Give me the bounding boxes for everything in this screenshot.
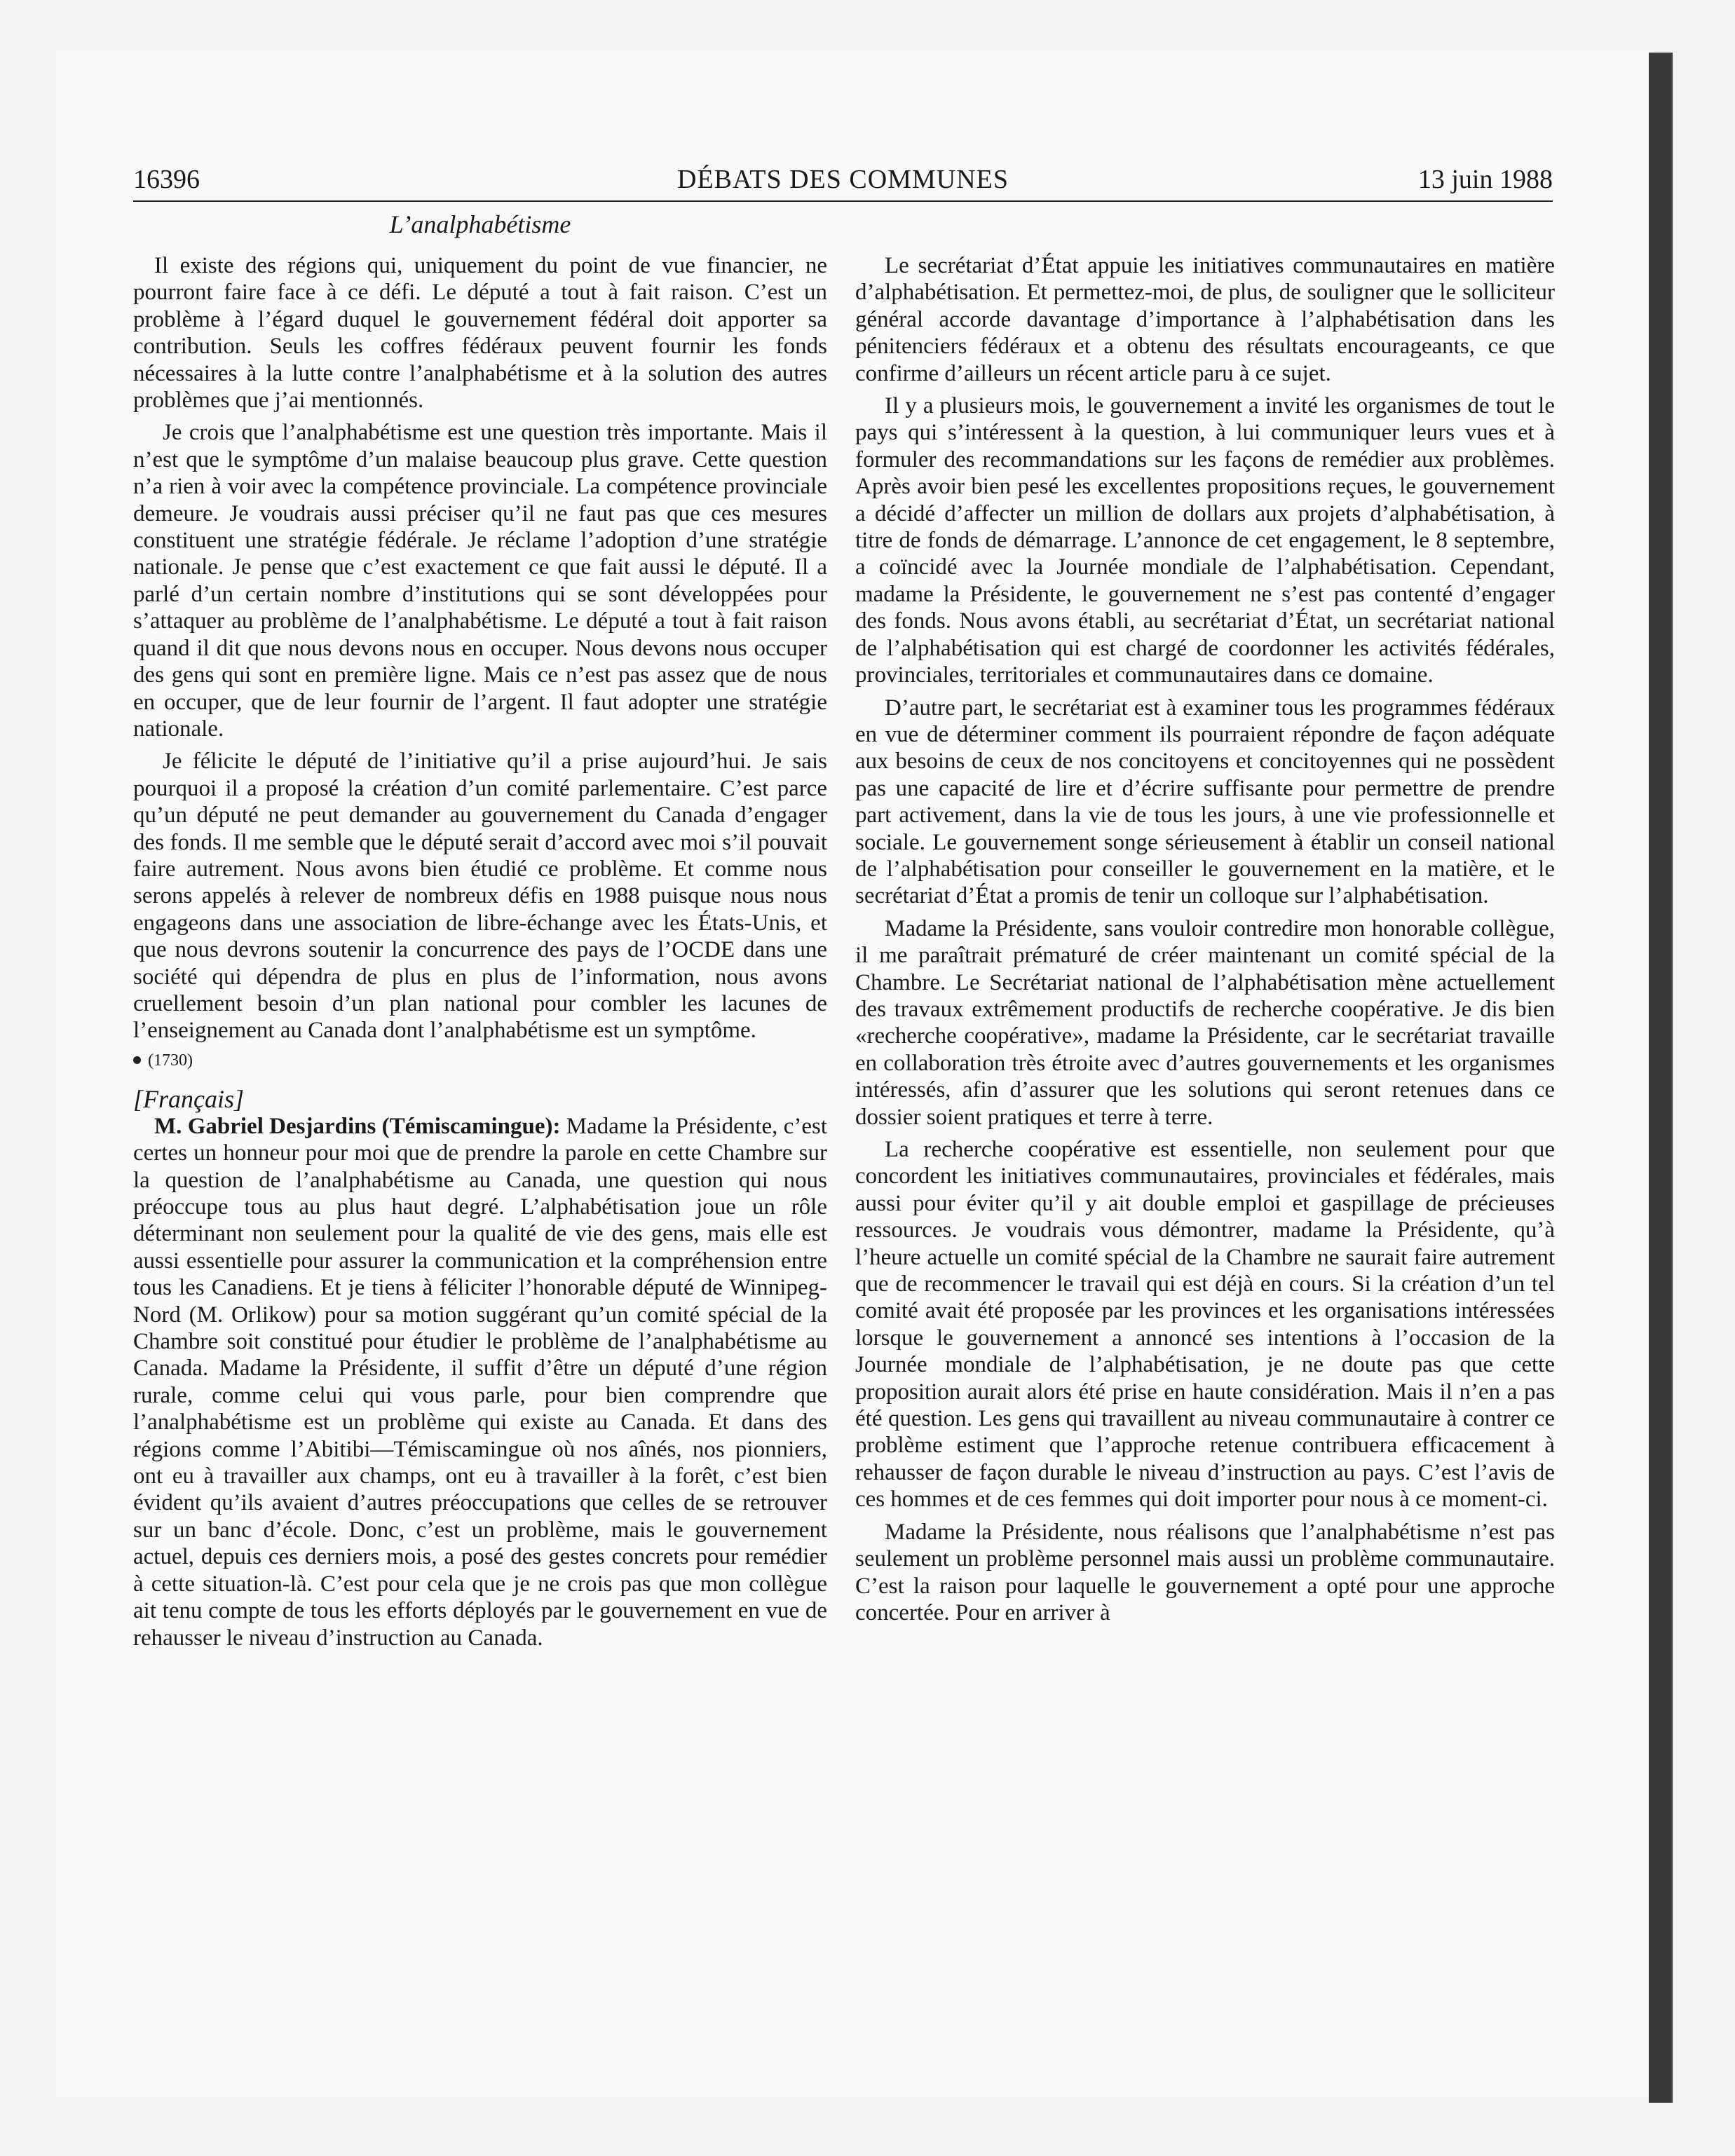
speech-paragraph <box>133 1113 827 1651</box>
paragraph: Il y a plusieurs mois, le gouvernement a invité les organismes de tout le pays qui s’intéressent à la question, à lui communiquer leurs vues et à formuler des recommandations sur les façons de remédier aux problèmes. Après avoir bien pesé les excellentes propositions reçues, le gouvernement a décidé d’affecter un million de dollars aux projets d’alphabétisation, à titre de fonds de démarrage. L’annonce de cet engagement, le 8 septembre, a coïncidé avec la Journée mondiale de l’alphabétisation. Cependant, madame la Présidente, le gouvernement ne s’est pas contenté d’engager des fonds. Nous avons établi, au secrétariat d’État, un secrétariat national de l’alphabétisation qui est chargé de coordonner les activités fédérales, provinciales, territoriales et communautaires dans ce domaine. <box>855 393 1555 688</box>
paragraph: Je crois que l’analphabétisme est une question très importante. Mais il n’est que le symptôme d’un malaise beaucoup plus grave. Cette question n’a rien à voir avec la compétence provinciale. La compétence provinciale demeure. Je voudrais aussi préciser qu’il ne faut pas que ces mesures constituent une stratégie fédérale. Je réclame l’adoption d’une stratégie nationale. Je pense que c’est exactement ce que fait aussi le député. Il a parlé d’un certain nombre d’institutions qui se sont développées pour s’attaquer au problème de l’analphabétisme. Le député a tout à fait raison quand il dit que nous devons nous en occuper. Nous devons nous occuper des gens qui sont en première ligne. Mais ce n’est pas assez que de nous en occuper, que de leur fournir de l’argent. Il faut adopter une stratégie nationale. <box>133 420 827 742</box>
scanner-edge <box>1649 53 1673 2103</box>
paragraph: Madame la Présidente, nous réalisons que l’analphabétisme n’est pas seulement un problème personnel mais aussi un problème communautaire. C’est la raison pour laquelle le gouvernement a opté pour une approche concertée. Pour en arriver à <box>855 1519 1555 1625</box>
paragraph: Il existe des régions qui, uniquement du point de vue financier, ne pourront faire face à ce défi. Le député a tout à fait raison. C’est un problème à l’égard duquel le gouvernement fédéral doit apporter sa contribution. Seuls les coffres fédéraux peuvent fournir les fonds nécessaires à la lutte contre l’analphabétisme et à la solution des autres problèmes que j’ai mentionnés. <box>133 253 827 414</box>
speech-text: Madame la Présidente, c’est certes un honneur pour moi que de prendre la parole en cette Chambre sur la question de l’analphabétisme au Canada, une question qui nous préoccupe tous au plus haut degré. L’alphabétisation joue un rôle déterminant non seulement pour la qualité de vie des gens, mais elle est aussi essentielle pour assurer la communication et la compréhension entre tous les Canadiens. Et je tiens à féliciter l’honorable député de Winnipeg-Nord (M. Orlikow) pour sa motion suggérant qu’un comité spécial de la Chambre soit constitué pour étudier le problème de l’analphabétisme au Canada. Madame la Présidente, il suffit d’être un député d’une région rurale, comme celui qui vous parle, pour bien comprendre que l’analphabétisme est un problème qui existe au Canada. Et dans des régions comme l’Abitibi—Témiscamingue où nos aînés, nos pionniers, ont eu à travailler aux champs, ont eu à travailler à la forêt, c’est bien évident qu’ils avaient d’autres préoccupations que celles de se retrouver sur un banc d’école. Donc, c’est un problème, mais le gouvernement actuel, depuis ces derniers mois, a posé des gestes concrets pour remédier à cette situation-là. C’est pour cela que je ne crois pas que mon collègue ait tenu compte de tous les efforts déployés par le gouvernement en vue de rehausser le niveau d’instruction au Canada. <box>133 1113 827 1651</box>
bullet-icon <box>133 1056 141 1064</box>
speaker-name: M. Gabriel Desjardins (Témiscamingue): <box>154 1113 561 1139</box>
right-column <box>855 252 1555 1632</box>
page-number: 16396 <box>133 165 200 194</box>
paragraph: Madame la Présidente, sans vouloir contredire mon honorable collègue, il me paraîtrait prématuré de créer maintenant un comité spécial de la Chambre. Le Secrétariat national de l’alphabétisation mène actuellement des travaux extrêmement productifs de recherche coopérative. Je dis bien «recherche coopérative», madame la Présidente, car le secrétariat travaille en collaboration très étroite avec d’autres gouvernements et les organismes intéressés, afin d’assurer que les solutions qui seront retenues dans ce dossier soient pratiques et terre à terre. <box>855 915 1555 1130</box>
publication-title: DÉBATS DES COMMUNES <box>677 165 1009 194</box>
session-date: 13 juin 1988 <box>1417 165 1553 194</box>
time-marker-label: (1730) <box>148 1051 193 1070</box>
running-header <box>133 160 1553 202</box>
language-tag: [Français] <box>133 1084 245 1113</box>
paragraph: D’autre part, le secrétariat est à examiner tous les programmes fédéraux en vue de déterminer comment ils pourraient répondre de façon adéquate aux besoins de ceux de nos concitoyens et concitoyennes qui ne possèdent pas une capacité de lire et d’écrire suffisante pour permettre de prendre part activement, dans la vie de tous les jours, à une vie professionnelle et sociale. Le gouvernement songe sérieusement à établir un conseil national de l’alphabétisation pour conseiller le gouvernement en la matière, et le secrétariat d’État a promis de tenir un colloque sur l’alphabétisation. <box>855 695 1555 909</box>
time-marker <box>133 1050 827 1071</box>
left-column <box>133 252 827 1657</box>
paragraph: La recherche coopérative est essentielle, non seulement pour que concordent les initiatives communautaires, provinciales et fédérales, mais aussi pour éviter qu’il y ait double emploi et gaspillage de précieuses ressources. Je voudrais vous démontrer, madame la Présidente, qu’à l’heure actuelle un comité spécial de la Chambre ne saurait faire autrement que de recommencer le travail qui est déjà en cours. Si la création d’un tel comité avait été proposée par les provinces et les organisations intéressées lorsque le gouvernement a annoncé ses intentions à l’occasion de la Journée mondiale de l’alphabétisation, je ne doute pas que cette proposition aurait alors été prise en haute considération. Mais il n’en a pas été question. Les gens qui travaillent au niveau communautaire à contrer ce problème estiment que l’approche retenue contribuera efficacement à rehausser de façon durable le niveau d’instruction au pays. C’est l’avis de ces hommes et de ces femmes qui doit importer pour nous à ce moment-ci. <box>855 1137 1555 1513</box>
paragraph: Je félicite le député de l’initiative qu’il a prise aujourd’hui. Je sais pourquoi il a proposé la création d’un comité parlementaire. C’est parce qu’un député ne peut demander au gouvernement du Canada d’engager des fonds. Il me semble que le député serait d’accord avec moi s’il pouvait faire autrement. Nous avons bien étudié ce problème. Et comme nous serons appelés à relever de nombreux défis en 1988 puisque nous nous engageons dans une association de libre-échange avec les États-Unis, et que nous devrons soutenir la concurrence des pays de l’OCDE dans une société qui dépendra de plus en plus de l’information, nous avons cruellement besoin d’un plan national pour combler les lacunes de l’enseignement au Canada dont l’analphabétisme est un symptôme. <box>133 749 827 1044</box>
paragraph: Le secrétariat d’État appuie les initiatives communautaires en matière d’alphabétisation. Et permettez-moi, de plus, de souligner que le solliciteur général accorde davantage d’importance à l’alphabétisation dans les pénitenciers fédéraux et a obtenu des résultats encourageants, ce que confirme d’ailleurs un récent article paru à ce sujet. <box>855 253 1555 386</box>
subject-heading: L’analphabétisme <box>389 210 571 238</box>
